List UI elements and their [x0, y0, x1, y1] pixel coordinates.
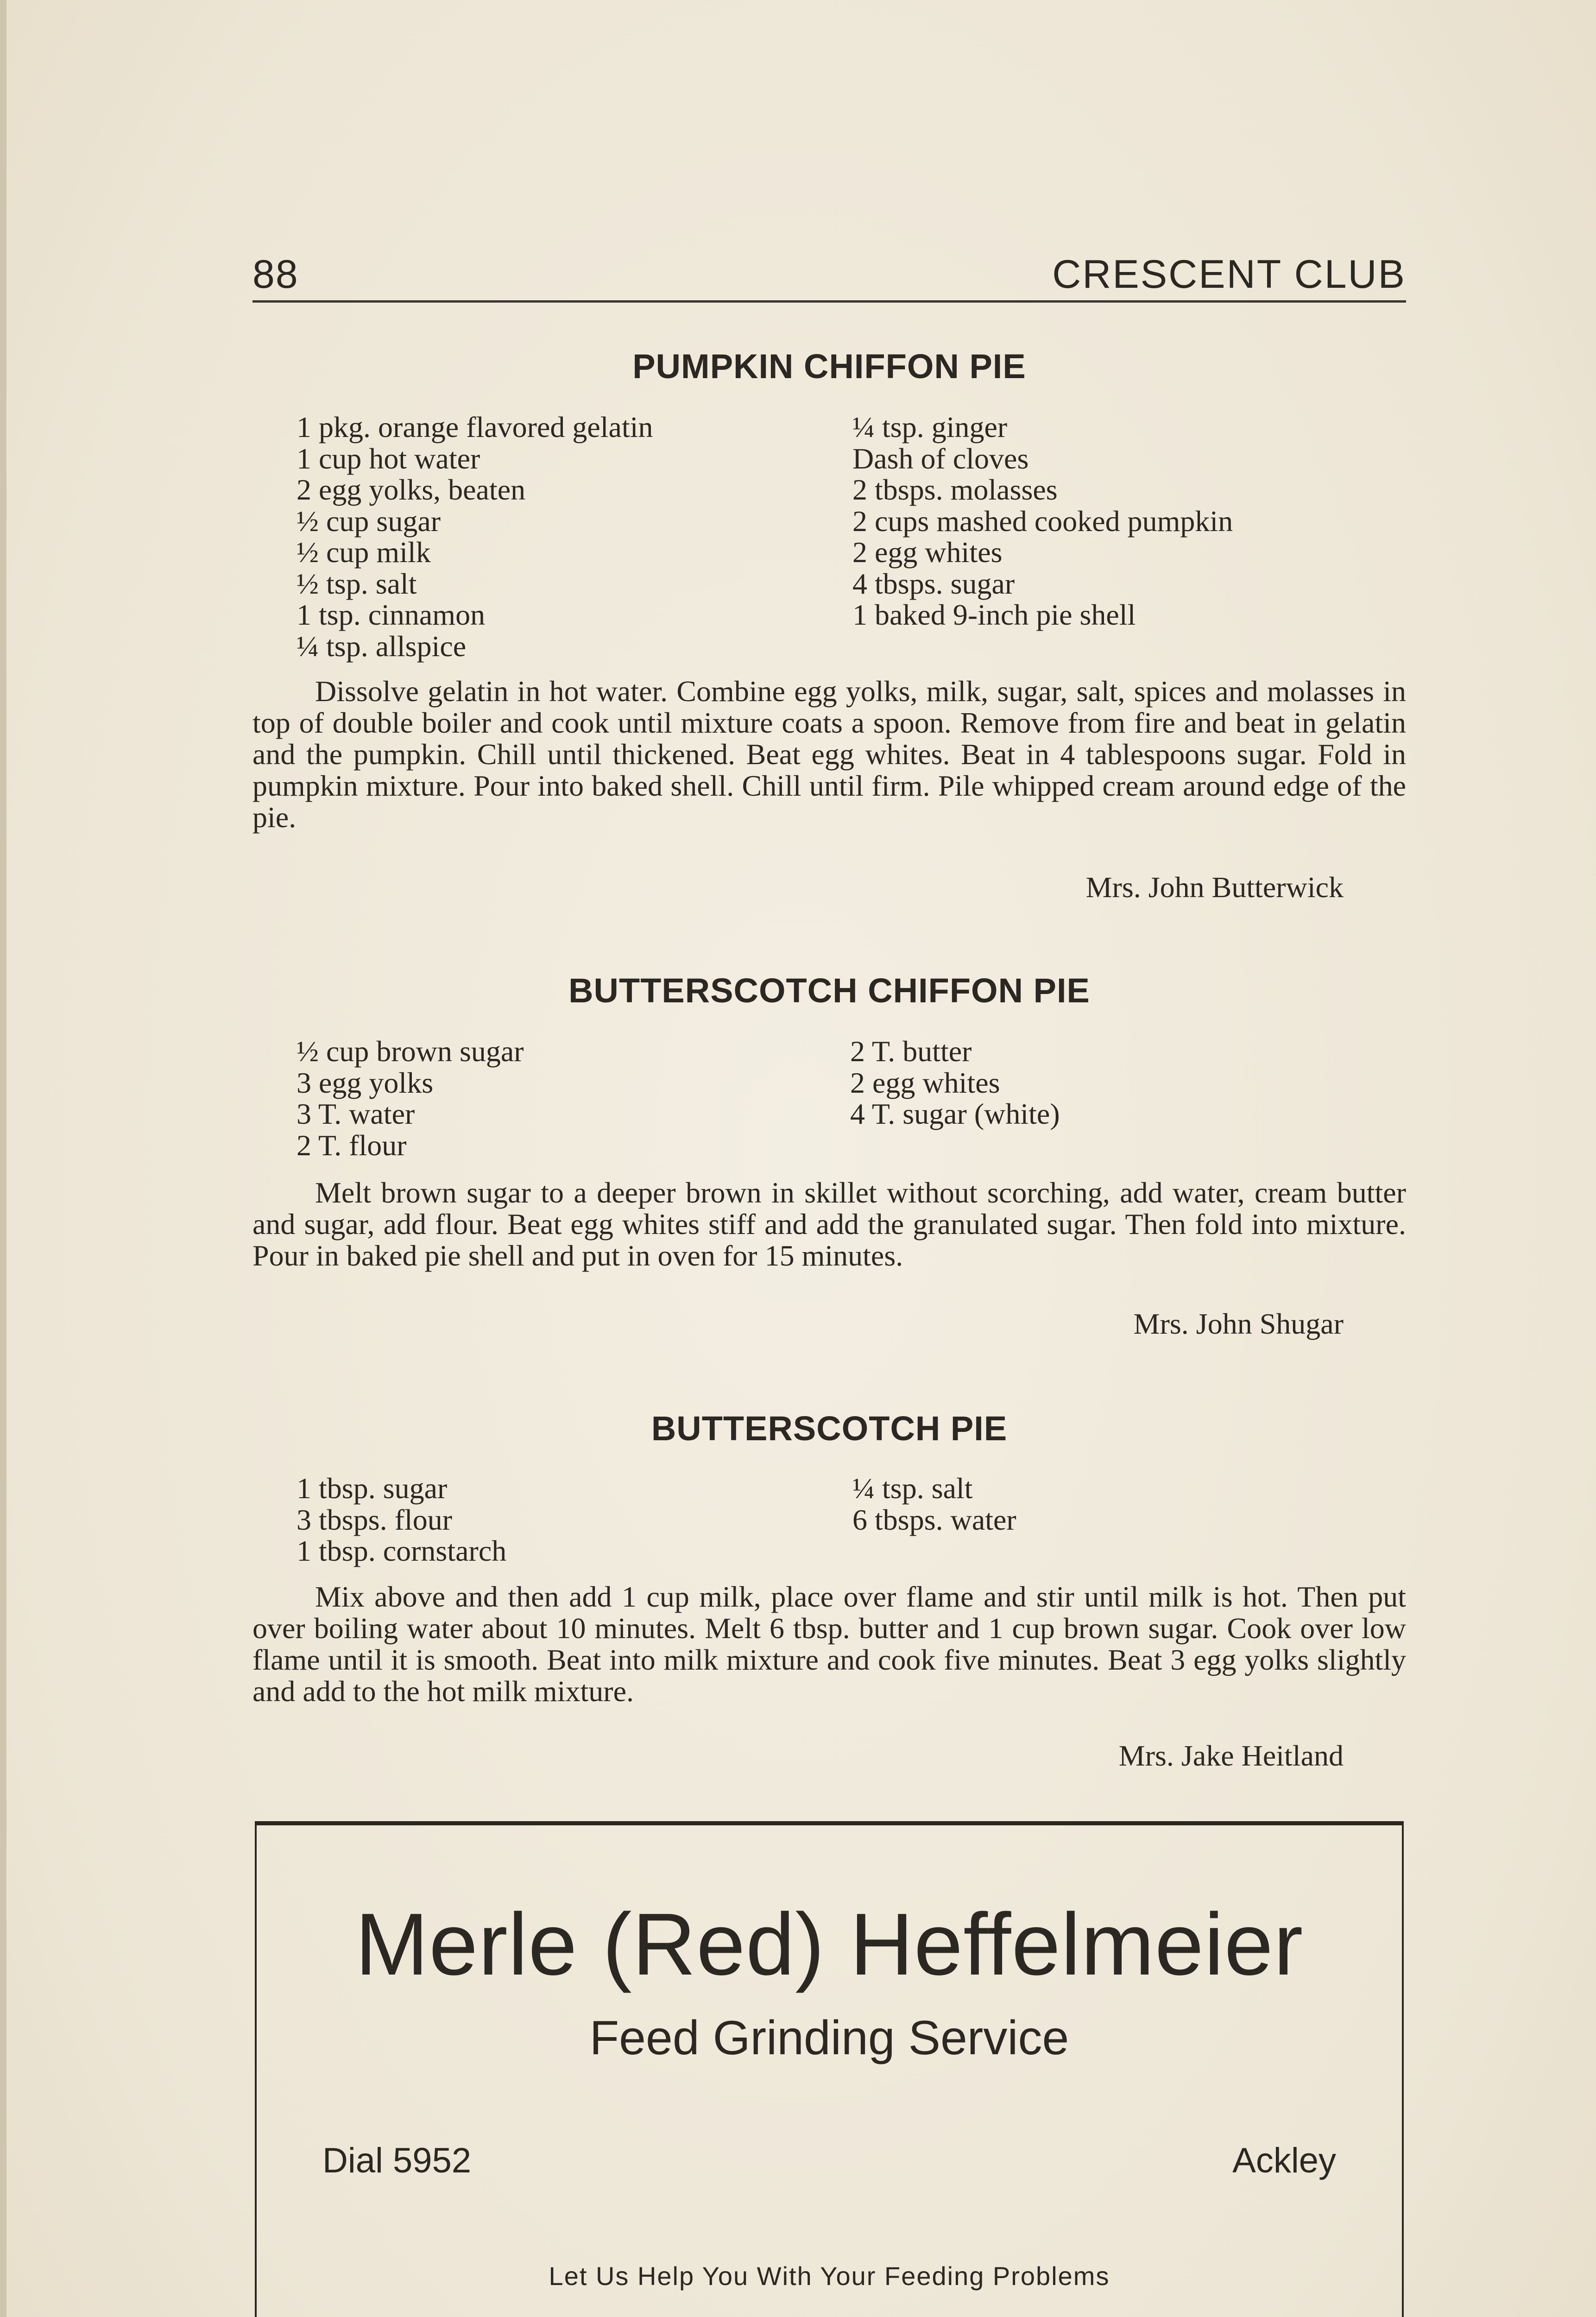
ingredient: 1 tsp. cinnamon [296, 598, 486, 631]
ingredient: 3 T. water [296, 1097, 415, 1130]
ingredient: 1 cup hot water [296, 442, 480, 475]
ad-slogan: Let Us Help You With Your Feeding Problems [549, 2261, 1110, 2291]
ingredient: 2 egg yolks, beaten [296, 473, 526, 506]
ingredient: 6 tbsps. water [852, 1503, 1016, 1536]
ingredient: 2 T. flour [296, 1128, 407, 1162]
ad-phone: Dial 5952 [322, 2141, 472, 2180]
ingredient: 1 baked 9-inch pie shell [852, 598, 1136, 631]
advertisement [255, 1821, 1404, 2317]
instructions-text: Dissolve gelatin in hot water. Combine egg yolks, milk, sugar, salt, spices and molasses in top of double boiler and cook until mixture coats a spoon. Remove from fire and beat in gelatin and the pumpkin. Chill until thickened. Beat egg whites. Beat in 4 tablespoons sugar. Fold in pumpkin mixture. Pour into baked shell. Chill until firm. Pile whipped cream around edge of the pie. [252, 675, 1406, 834]
ingredient: 2 tbsps. molasses [852, 473, 1058, 506]
ingredient: 2 egg whites [850, 1066, 1000, 1099]
ingredient: ½ tsp. salt [296, 567, 417, 600]
ingredients-right [850, 1036, 1060, 1130]
recipe-title: BUTTERSCOTCH PIE [651, 1409, 1008, 1448]
ingredients-left [296, 1036, 524, 1161]
ingredient: 1 tbsp. cornstarch [296, 1534, 507, 1567]
running-title: CRESCENT CLUB [1052, 252, 1406, 297]
page-number: 88 [252, 252, 299, 297]
ingredient: Dash of cloves [852, 442, 1029, 475]
ingredient: ½ cup sugar [296, 504, 441, 538]
ingredients-left [296, 411, 653, 662]
instructions-text: Mix above and then add 1 cup milk, place over flame and stir until milk is hot. Then put over boiling water about 10 minutes. Melt 6 tbsp. butter and 1 cup brown sugar. Cook over low flame until it is smooth. Beat into milk mixture and cook five minutes. Beat 3 egg yolks slightly and add to the hot milk mixture. [252, 1580, 1406, 1708]
ad-service: Feed Grinding Service [589, 2011, 1069, 2065]
ingredients-right [852, 411, 1233, 631]
recipe-title: PUMPKIN CHIFFON PIE [632, 347, 1026, 386]
ingredient: 2 T. butter [850, 1035, 972, 1068]
ingredient: 4 T. sugar (white) [850, 1097, 1060, 1130]
recipe-title: BUTTERSCOTCH CHIFFON PIE [568, 971, 1090, 1010]
ad-name: Merle (Red) Heffelmeier [355, 1895, 1304, 1994]
recipe-instructions [252, 676, 1406, 833]
ingredient: ¼ tsp. allspice [296, 629, 467, 663]
ingredient: ½ cup milk [296, 536, 431, 569]
ingredient: ¼ tsp. ginger [852, 411, 1008, 443]
ingredient: 1 tbsp. sugar [296, 1472, 448, 1505]
ingredient: 2 cups mashed cooked pumpkin [852, 504, 1233, 538]
ingredient: 4 tbsps. sugar [852, 567, 1015, 600]
ingredient: ½ cup brown sugar [296, 1035, 524, 1068]
ingredient: 2 egg whites [852, 536, 1003, 569]
instructions-text: Melt brown sugar to a deeper brown in skillet without scorching, add water, cream butter and sugar, add flour. Beat egg whites stiff and add the granulated sugar. Then fold into mixture. Pour in baked pie shell and put in oven for 15 minutes. [252, 1176, 1406, 1272]
ad-town: Ackley [1232, 2141, 1336, 2180]
page-header [252, 254, 1406, 303]
ingredient: 1 pkg. orange flavored gelatin [296, 411, 653, 443]
ingredient: ¼ tsp. salt [852, 1472, 973, 1505]
recipe-author: Mrs. John Shugar [1133, 1307, 1344, 1340]
recipe-instructions [252, 1581, 1406, 1707]
recipe-author: Mrs. Jake Heitland [1118, 1739, 1344, 1772]
ingredient: 3 tbsps. flour [296, 1503, 452, 1536]
ingredient: 3 egg yolks [296, 1066, 434, 1099]
recipe-instructions [252, 1177, 1406, 1272]
recipe-author: Mrs. John Butterwick [1085, 871, 1344, 904]
page-edge [0, 0, 6, 2317]
ingredients-right [852, 1473, 1016, 1535]
ingredients-left [296, 1473, 506, 1567]
